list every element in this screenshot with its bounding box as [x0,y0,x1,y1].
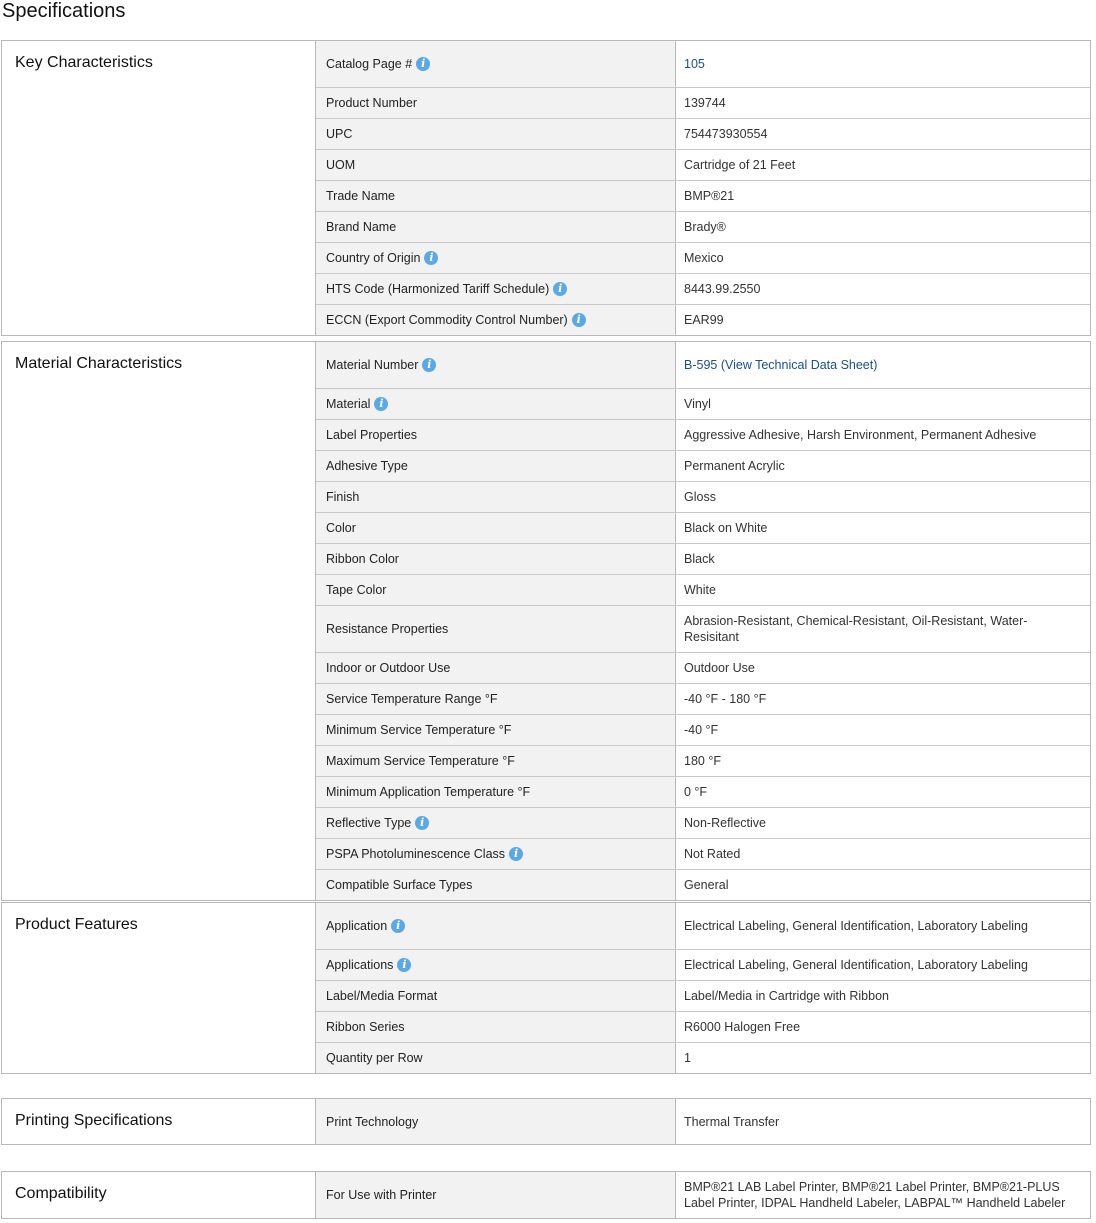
spec-label: Indoor or Outdoor Use [326,661,451,675]
section-title: Compatibility [15,1185,107,1202]
spec-value: -40 °F - 180 °F [684,692,767,706]
spec-label: Reflective Type [326,816,412,830]
spec-label: PSPA Photoluminescence Class [326,847,506,861]
spec-label-cell [316,274,676,304]
spec-row [316,1099,1090,1144]
spec-row [316,1172,1090,1218]
spec-row [316,388,1090,419]
spec-value: Abrasion-Resistant, Chemical-Resistant, Oil-Resistant, Water-Resisitant [684,614,1028,644]
spec-value: Cartridge of 21 Feet [684,158,796,172]
spec-label: For Use with Printer [326,1188,437,1202]
spec-label-cell [316,41,676,87]
section-compatibility [1,1171,1091,1219]
spec-value: Electrical Labeling, General Identification, Laboratory Labeling [684,958,1028,972]
spec-value: 1 [684,1051,691,1065]
page-title: Specifications [2,0,126,22]
spec-label: Finish [326,490,360,504]
spec-label-cell [316,839,676,869]
section-title: Product Features [15,916,138,933]
spec-row [316,512,1090,543]
spec-label-cell [316,777,676,807]
info-icon[interactable]: i [572,313,586,327]
spec-row [316,149,1090,180]
spec-label-cell [316,653,676,683]
spec-label-cell [316,715,676,745]
spec-label-cell [316,181,676,211]
spec-label-cell [316,981,676,1011]
spec-row [316,838,1090,869]
spec-value: Permanent Acrylic [684,459,785,473]
spec-row [316,450,1090,481]
spec-label-cell [316,808,676,838]
spec-row [316,87,1090,118]
spec-label: HTS Code (Harmonized Tariff Schedule) [326,282,550,296]
spec-row [316,605,1090,652]
spec-label-cell [316,606,676,652]
spec-value: Non-Reflective [684,816,766,830]
spec-label: Compatible Surface Types [326,878,473,892]
spec-label-cell [316,1043,676,1073]
spec-label: Color [326,521,356,535]
spec-row [316,1011,1090,1042]
spec-value: Black [684,552,715,566]
spec-label: Brand Name [326,220,397,234]
spec-label: Quantity per Row [326,1051,423,1065]
spec-row [316,41,1090,87]
section-title: Material Characteristics [15,355,183,372]
spec-row [316,543,1090,574]
spec-label: Tape Color [326,583,387,597]
section-material-characteristics [1,341,1091,901]
spec-label: Ribbon Color [326,552,399,566]
spec-label-cell [316,903,676,949]
spec-row [316,574,1090,605]
spec-label: Service Temperature Range °F [326,692,498,706]
spec-row [316,776,1090,807]
spec-label: Print Technology [326,1114,419,1129]
spec-value: General [684,878,729,892]
spec-value: Aggressive Adhesive, Harsh Environment, Permanent Adhesive [684,428,1037,442]
spec-value: EAR99 [684,313,724,327]
spec-label-cell [316,451,676,481]
spec-label-cell [316,1012,676,1042]
spec-value: Outdoor Use [684,661,755,675]
spec-value: R6000 Halogen Free [684,1020,801,1034]
info-icon[interactable]: i [422,358,436,372]
spec-value: 180 °F [684,754,721,768]
spec-label: Maximum Service Temperature °F [326,754,515,768]
spec-rows [316,342,1090,900]
spec-row [316,745,1090,776]
spec-value: Black on White [684,521,768,535]
spec-row [316,242,1090,273]
spec-value: BMP®21 LAB Label Printer, BMP®21 Label Printer, BMP®21-PLUS Label Printer, IDPAL Handheld Labeler, LABPAL™ Handheld Labeler [684,1180,1066,1210]
spec-value: Brady® [684,220,726,234]
spec-row [316,714,1090,745]
spec-row [316,481,1090,512]
info-icon[interactable]: i [416,57,430,71]
info-icon[interactable]: i [553,282,567,296]
spec-label-cell [316,575,676,605]
spec-row [316,1042,1090,1073]
spec-label-cell [316,342,676,388]
info-icon[interactable]: i [391,919,405,933]
spec-row [316,304,1090,335]
spec-value: White [684,583,716,597]
spec-value: Not Rated [684,847,741,861]
spec-value: Vinyl [684,397,711,411]
spec-label-cell [316,513,676,543]
spec-label: Trade Name [326,189,396,203]
section-title: Key Characteristics [15,54,153,71]
spec-value: 8443.99.2550 [684,282,761,296]
spec-rows [316,1099,1090,1144]
spec-value: Thermal Transfer [684,1114,780,1129]
spec-row [316,807,1090,838]
spec-label: Product Number [326,96,418,110]
section-title-cell [2,1172,316,1218]
spec-label-cell [316,1099,676,1144]
spec-label: Resistance Properties [326,622,449,636]
spec-value: Label/Media in Cartridge with Ribbon [684,989,889,1003]
spec-label: UPC [326,127,353,141]
section-printing-specifications [1,1098,1091,1145]
spec-label-cell [316,544,676,574]
spec-label: Minimum Service Temperature °F [326,723,512,737]
spec-label-cell [316,389,676,419]
spec-rows [316,903,1090,1073]
spec-row [316,980,1090,1011]
spec-label-cell [316,305,676,335]
section-title-cell [2,1099,316,1144]
spec-label-cell [316,870,676,900]
spec-label: Application [326,919,388,933]
spec-label-cell [316,746,676,776]
section-key-characteristics [1,40,1091,336]
spec-row [316,949,1090,980]
spec-label-cell [316,684,676,714]
spec-label: Material [326,397,371,411]
spec-label: Minimum Application Temperature °F [326,785,531,799]
section-title-cell [2,903,316,1073]
spec-label-cell [316,420,676,450]
spec-label-cell [316,243,676,273]
spec-value: 0 °F [684,785,708,799]
spec-value-link[interactable]: B-595 (View Technical Data Sheet) [684,358,878,372]
spec-value: BMP®21 [684,189,735,203]
spec-label: Catalog Page # [326,57,413,71]
spec-row [316,419,1090,450]
spec-value: -40 °F [684,723,719,737]
spec-label: Adhesive Type [326,459,408,473]
spec-value: Mexico [684,251,724,265]
spec-value: Gloss [684,490,716,504]
spec-label-cell [316,1172,676,1218]
spec-row [316,211,1090,242]
spec-value: 139744 [684,96,726,110]
spec-row [316,180,1090,211]
info-icon[interactable]: i [424,251,438,265]
info-icon[interactable]: i [397,958,411,972]
spec-row [316,683,1090,714]
spec-rows [316,41,1090,335]
spec-label-cell [316,150,676,180]
section-title-cell [2,342,316,900]
spec-row [316,869,1090,900]
spec-rows [316,1172,1090,1218]
spec-value-link[interactable]: 105 [684,57,705,71]
spec-row [316,118,1090,149]
spec-label: UOM [326,158,356,172]
info-icon[interactable]: i [415,816,429,830]
spec-value: 754473930554 [684,127,768,141]
info-icon[interactable]: i [509,847,523,861]
spec-label: Material Number [326,358,419,372]
spec-label-cell [316,482,676,512]
spec-row [316,652,1090,683]
section-title-cell [2,41,316,335]
spec-label: Country of Origin [326,251,421,265]
spec-label-cell [316,119,676,149]
spec-label-cell [316,88,676,118]
spec-row [316,273,1090,304]
spec-label: ECCN (Export Commodity Control Number) [326,313,568,327]
spec-row [316,342,1090,388]
spec-value: Electrical Labeling, General Identification, Laboratory Labeling [684,919,1028,933]
spec-label: Ribbon Series [326,1020,405,1034]
section-product-features [1,902,1091,1074]
spec-label-cell [316,212,676,242]
spec-label-cell [316,950,676,980]
spec-label: Label/Media Format [326,989,438,1003]
spec-row [316,903,1090,949]
spec-label: Applications [326,958,394,972]
info-icon[interactable]: i [374,397,388,411]
section-title: Printing Specifications [15,1112,173,1129]
spec-label: Label Properties [326,428,418,442]
